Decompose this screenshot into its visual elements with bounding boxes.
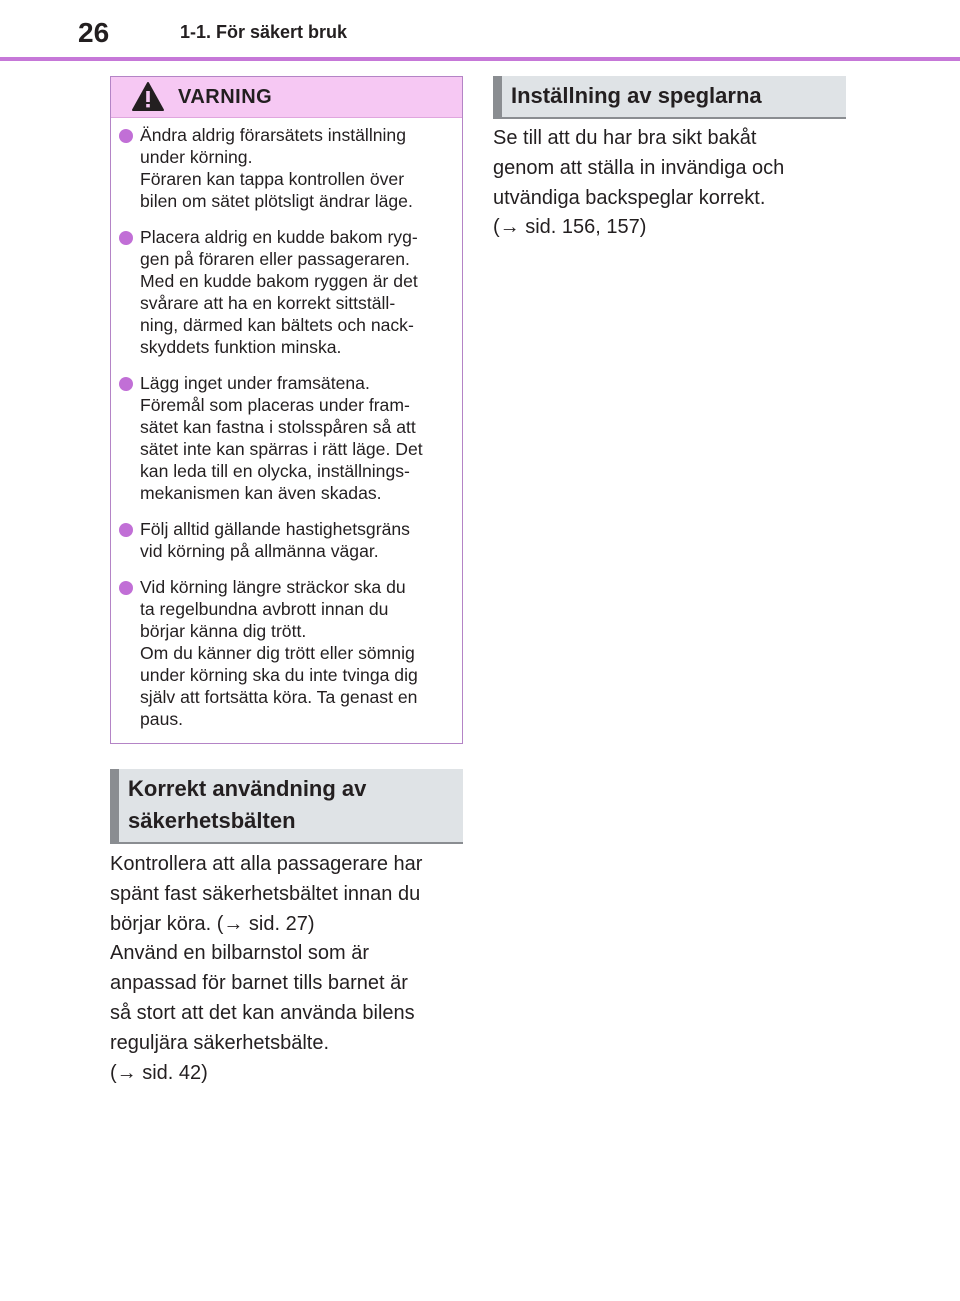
warning-item	[117, 372, 448, 504]
warning-item-text: Placera aldrig en kudde bakom ryg- gen på föraren eller passageraren. Med en kudde bakom ryggen är det svårare att ha en korrekt sittställ- ning, därmed kan bältets och nack- skyddets funktion minska.	[140, 227, 418, 357]
heading-underline	[110, 842, 463, 844]
heading-accent-bar	[110, 769, 119, 844]
mirror-section-body	[493, 124, 853, 243]
mirror-paragraph: Se till att du har bra sikt bakåt genom att ställa in invändiga och utvändiga backspeglar korrekt. (→ sid. 156, 157)	[493, 127, 785, 239]
seatbelt-section-body	[110, 850, 470, 1088]
mirror-section-title: Inställning av speglarna	[511, 83, 762, 108]
warning-item-text: Lägg inget under framsätena. Föremål som placeras under fram- sätet kan fastna i stolsspåren så att sätet inte kan spärras i rätt läge. Det kan leda till en olycka, inställnings- mekanismen kan även skadas.	[140, 373, 423, 503]
warning-box	[110, 76, 463, 744]
warning-item	[117, 576, 448, 730]
section-reference: 1-1. För säkert bruk	[180, 22, 348, 42]
warning-item-text: Vid körning längre sträckor ska du ta regelbundna avbrott innan du börjar känna dig trött. Om du känner dig trött eller sömnig under körning ska du inte tvinga dig själv att fortsätta köra. Ta genast en paus.	[140, 577, 418, 729]
seatbelt-paragraph: Använd en bilbarnstol som är anpassad för barnet tills barnet är så stort att det kan använda bilens reguljära säkerhetsbälte. (→ sid. 42)	[110, 942, 415, 1084]
mirror-section-heading	[493, 76, 846, 119]
bullet-icon	[119, 377, 133, 391]
heading-accent-bar	[493, 76, 502, 119]
header-divider	[0, 57, 960, 61]
warning-item-text: Följ alltid gällande hastighetsgräns vid körning på allmänna vägar.	[140, 519, 410, 561]
seatbelt-section-title: Korrekt användning av säkerhetsbälten	[128, 776, 367, 833]
page-number: 26	[78, 17, 110, 48]
heading-underline	[493, 117, 846, 119]
bullet-icon	[119, 231, 133, 245]
bullet-icon	[119, 581, 133, 595]
warning-triangle-icon	[131, 81, 165, 113]
bullet-icon	[119, 129, 133, 143]
seatbelt-paragraph: Kontrollera att alla passagerare har spänt fast säkerhetsbältet innan du börjar köra. (→ sid. 27)	[110, 853, 423, 935]
page-header	[0, 0, 960, 62]
warning-item-text: Ändra aldrig förarsätets inställning under körning. Föraren kan tappa kontrollen över bilen om sätet plötsligt ändrar läge.	[140, 125, 413, 211]
bullet-icon	[119, 523, 133, 537]
warning-item	[117, 124, 448, 212]
warning-list	[111, 118, 462, 730]
warning-item	[117, 226, 448, 358]
warning-item	[117, 518, 448, 562]
seatbelt-section-heading	[110, 769, 463, 844]
warning-title: VARNING	[178, 86, 273, 108]
warning-header	[111, 77, 462, 118]
